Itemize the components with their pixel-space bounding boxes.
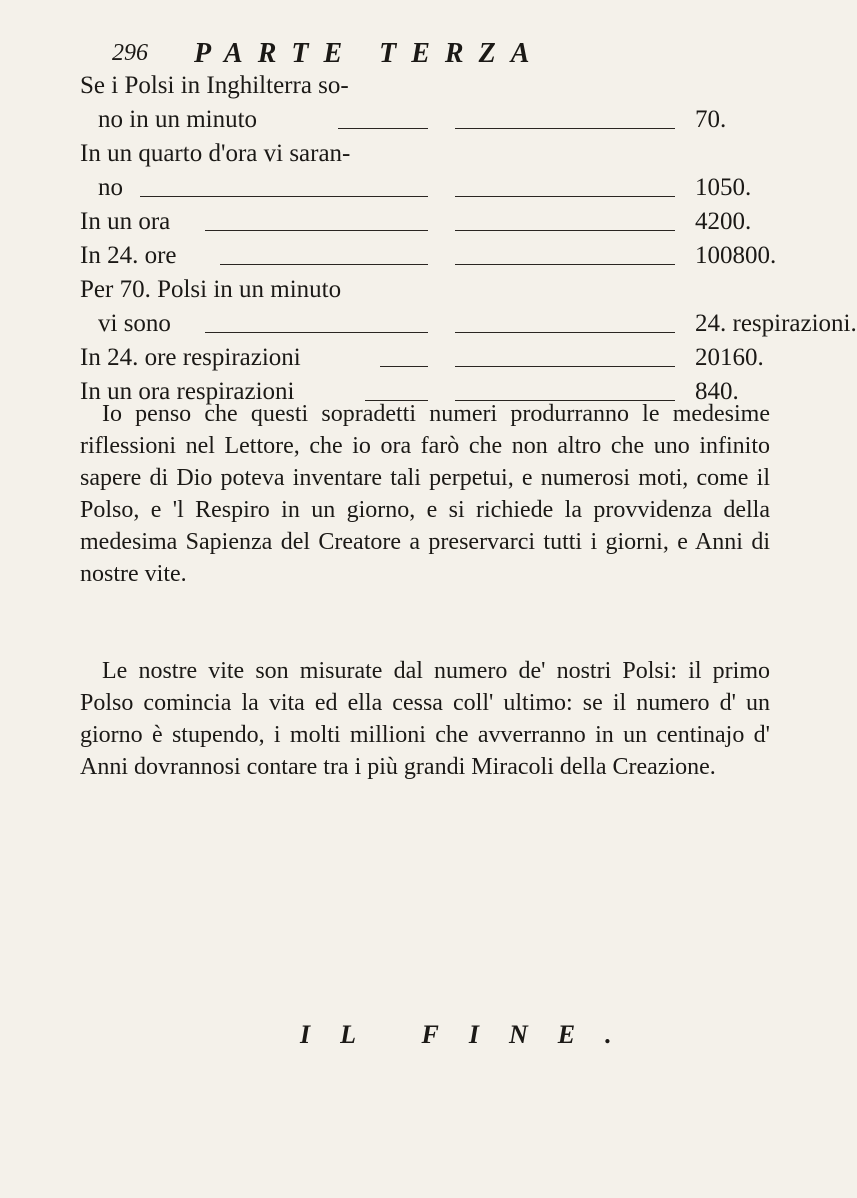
leader-rule bbox=[380, 366, 428, 367]
row-value: 24. respirazioni. bbox=[695, 310, 857, 337]
row-value: 20160. bbox=[695, 344, 764, 371]
page-number: 296 bbox=[112, 40, 148, 66]
row-value: 100800. bbox=[695, 242, 777, 269]
row-label: Per 70. Polsi in un minuto bbox=[80, 276, 342, 303]
leader-rule bbox=[455, 128, 675, 129]
finis-line: IL FINE. bbox=[300, 1020, 642, 1049]
row-label: In 24. ore respirazioni bbox=[80, 344, 301, 371]
row-label: vi sono bbox=[98, 310, 171, 337]
table-row bbox=[80, 310, 857, 344]
row-value: 840. bbox=[695, 378, 739, 405]
leader-rule bbox=[140, 196, 428, 197]
table-row bbox=[80, 174, 780, 208]
table-row bbox=[80, 276, 780, 310]
pulse-table bbox=[80, 72, 857, 412]
paragraph bbox=[80, 655, 770, 783]
row-value: 4200. bbox=[695, 208, 752, 235]
leader-rule bbox=[455, 366, 675, 367]
row-label: Se i Polsi in Inghilterra so- bbox=[80, 72, 349, 99]
leader-rule bbox=[220, 264, 428, 265]
leader-rule bbox=[455, 264, 675, 265]
leader-rule bbox=[205, 230, 428, 231]
table-row bbox=[80, 106, 780, 140]
table-row bbox=[80, 242, 780, 276]
leader-rule bbox=[338, 128, 428, 129]
table-row bbox=[80, 72, 780, 106]
paragraph-text: Le nostre vite son misurate dal numero de' nostri Polsi: il primo Polso comincia la vita ed ella cessa coll' ultimo: se il numero d' un giorno è stupendo, i molti millioni che avverranno in un centinajo d' Anni dovrannosi contare tra i più grandi Miracoli della Creazione. bbox=[80, 658, 770, 780]
table-row bbox=[80, 140, 780, 174]
table-row bbox=[80, 344, 780, 378]
paragraph-text: Io penso che questi sopradetti numeri produrranno le medesime riflessioni nel Lettore, che io ora farò che non altro che uno infinito sapere di Dio poteva inventare tali perpetui, e numerosi moti, come il Polso, e 'l Respiro in un giorno, e si richiede la provvidenza della medesima Sapienza del Creatore a preservarci tutti i giorni, e Anni di nostre vite. bbox=[80, 401, 770, 587]
leader-rule bbox=[455, 196, 675, 197]
row-label: In un ora respirazioni bbox=[80, 378, 295, 405]
row-label: In un quarto d'ora vi saran- bbox=[80, 140, 351, 167]
paragraph bbox=[80, 398, 770, 590]
leader-rule bbox=[455, 230, 675, 231]
running-head: PARTE TERZA bbox=[194, 38, 545, 69]
row-value: 1050. bbox=[695, 174, 752, 201]
row-label: no in un minuto bbox=[98, 106, 258, 133]
leader-rule bbox=[455, 332, 675, 333]
row-value: 70. bbox=[695, 106, 727, 133]
table-row bbox=[80, 208, 780, 242]
row-label: In un ora bbox=[80, 208, 171, 235]
row-label: In 24. ore bbox=[80, 242, 177, 269]
leader-rule bbox=[205, 332, 428, 333]
row-label: no bbox=[98, 174, 123, 201]
